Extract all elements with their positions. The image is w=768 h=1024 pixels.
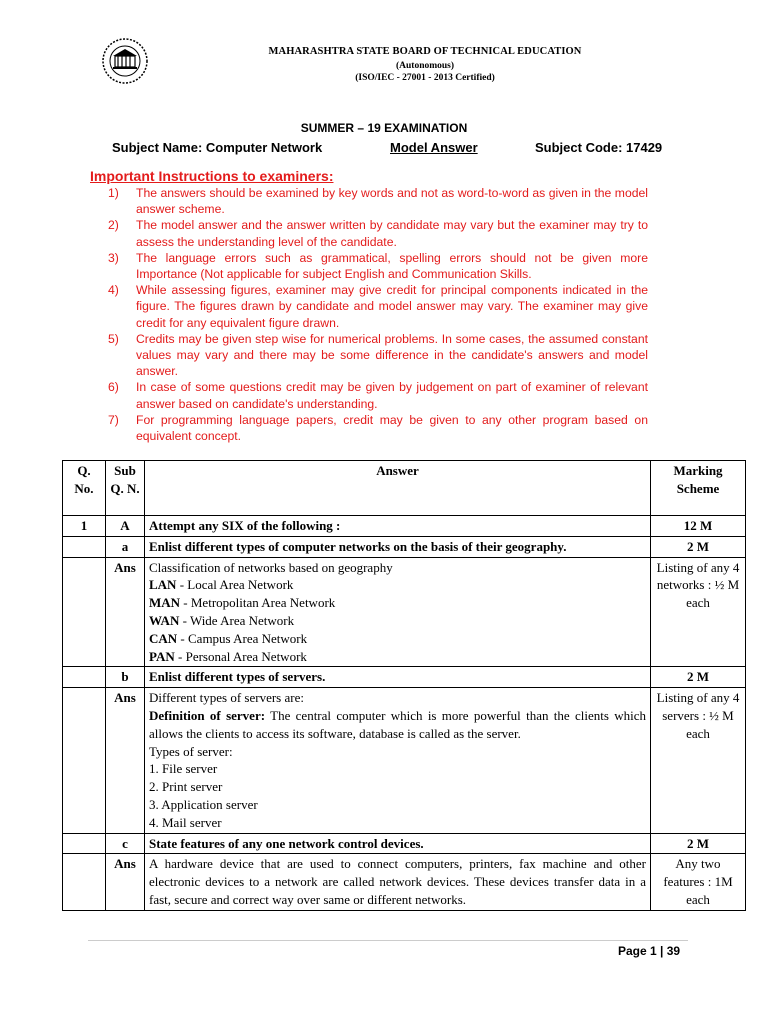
table-row bbox=[63, 536, 746, 557]
table-row bbox=[63, 516, 746, 537]
header-answer: Answer bbox=[145, 461, 651, 516]
autonomous-label: (Autonomous) bbox=[395, 61, 455, 71]
certification-label: (ISO/IEC - 27001 - 2013 Certified) bbox=[355, 73, 495, 83]
msbte-logo-icon bbox=[100, 36, 150, 86]
ans-label: Ans bbox=[106, 854, 145, 910]
list-item: 3. Application server bbox=[149, 796, 258, 812]
answer-body bbox=[145, 557, 651, 667]
q-marks: 2 M bbox=[651, 833, 746, 854]
marking-scheme: Any two features : 1M each bbox=[651, 854, 746, 910]
instruction-item: 6) In case of some questions credit may be given by judgement on part of examiner of relevant answer based on candidate's understanding. bbox=[108, 380, 648, 411]
list-item: CAN - Campus Area Network bbox=[149, 630, 308, 646]
table-header-row bbox=[63, 461, 746, 516]
q-marks: 2 M bbox=[651, 667, 746, 688]
header-subq: Sub Q. N. bbox=[106, 461, 145, 516]
instruction-item: 5) Credits may be given step wise for numerical problems. In some cases, the assumed constant values may vary and there may be some difference in the candidate's answers and model answer. bbox=[108, 331, 648, 379]
q-sub: A bbox=[106, 516, 145, 537]
org-name: MAHARASHTRA STATE BOARD OF TECHNICAL EDUCATION bbox=[268, 46, 582, 57]
model-answer-label: Model Answer bbox=[390, 140, 478, 155]
q-sub: c bbox=[106, 833, 145, 854]
ans-label: Ans bbox=[106, 688, 145, 833]
table-row bbox=[63, 688, 746, 833]
ans-label: Ans bbox=[106, 557, 145, 667]
q-marks: 2 M bbox=[651, 536, 746, 557]
answer-body: A hardware device that are used to connect computers, printers, fax machine and other electronic devices to a network are called network devices. These devices transfer data in a fast, secure and correct way over same or different networks. bbox=[145, 854, 651, 910]
marking-scheme: Listing of any 4 servers : ½ M each bbox=[651, 688, 746, 833]
header-qno: Q. No. bbox=[63, 461, 106, 516]
q-number: 1 bbox=[63, 516, 106, 537]
header-marking: Marking Scheme bbox=[651, 461, 746, 516]
instruction-item: 3) The language errors such as grammatical, spelling errors should not be given more Importance (Not applicable for subject English and Communication Skills. bbox=[108, 250, 648, 282]
q-sub: b bbox=[106, 667, 145, 688]
q-text: Enlist different types of servers. bbox=[145, 667, 651, 688]
instruction-item: 1) The answers should be examined by key words and not as word-to-word as given in the model answer scheme. bbox=[108, 186, 648, 217]
subject-code: Subject Code: 17429 bbox=[535, 140, 663, 155]
table-row bbox=[63, 854, 746, 910]
page-number: Page 1 | 39 bbox=[618, 944, 681, 958]
list-item: 2. Print server bbox=[149, 779, 223, 795]
table-row bbox=[63, 557, 746, 667]
list-item: WAN - Wide Area Network bbox=[149, 612, 295, 628]
answer-intro: Different types of servers are: bbox=[149, 690, 304, 706]
table-row bbox=[63, 833, 746, 854]
answer-body bbox=[145, 688, 651, 833]
instruction-item: 4) While assessing figures, examiner may give credit for principal components indicated in the figure. The figures drawn by candidate and model answer may vary. The examiner may give credit for any equivalent figure drawn. bbox=[108, 283, 648, 330]
types-label: Types of server: bbox=[149, 743, 233, 759]
instructions-title: Important Instructions to examiners: bbox=[90, 168, 334, 184]
list-item: 1. File server bbox=[149, 761, 218, 777]
q-text: State features of any one network control devices. bbox=[145, 833, 651, 854]
instruction-item: 7) For programming language papers, credit may be given to any other program based on equivalent concept. bbox=[108, 412, 648, 444]
answer-table bbox=[62, 460, 746, 911]
marking-scheme: Listing of any 4 networks : ½ M each bbox=[651, 557, 746, 667]
instructions-list bbox=[108, 185, 648, 444]
exam-title: SUMMER – 19 EXAMINATION bbox=[300, 121, 468, 135]
list-item: LAN - Local Area Network bbox=[149, 577, 294, 593]
list-item: MAN - Metropolitan Area Network bbox=[149, 595, 336, 611]
server-definition: Definition of server: The central computer which is more powerful than the clients which allows the clients to access its software, database is called as the server. bbox=[149, 707, 646, 741]
list-item: PAN - Personal Area Network bbox=[149, 648, 307, 664]
q-text: Attempt any SIX of the following : bbox=[145, 516, 651, 537]
footer-divider bbox=[88, 940, 688, 941]
q-sub: a bbox=[106, 536, 145, 557]
table-row bbox=[63, 667, 746, 688]
q-text: Enlist different types of computer networks on the basis of their geography. bbox=[145, 536, 651, 557]
list-item: 4. Mail server bbox=[149, 814, 222, 830]
answer-intro: Classification of networks based on geography bbox=[149, 559, 393, 575]
instruction-item: 2) The model answer and the answer written by candidate may vary but the examiner may try to assess the understanding level of the candidate. bbox=[108, 218, 648, 249]
q-marks: 12 M bbox=[651, 516, 746, 537]
subject-name: Subject Name: Computer Network bbox=[112, 140, 323, 155]
